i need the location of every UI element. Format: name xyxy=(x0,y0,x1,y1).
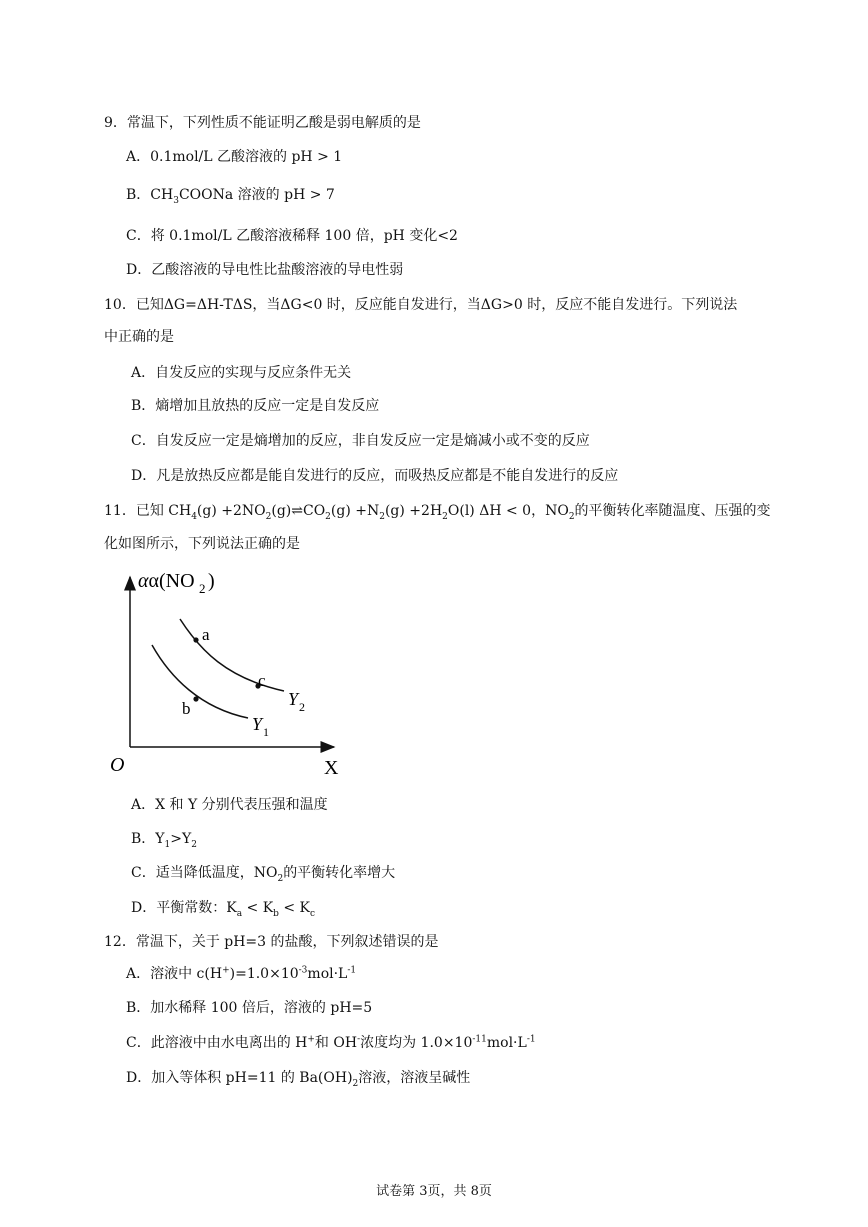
q11-option-d: D．平衡常数：$K_a < K_b < K_c$ xyxy=(131,900,316,919)
page-footer: 试卷第 3页，共 8页 xyxy=(376,1184,492,1199)
q12-option-b: B．加水稀释 100 倍后，溶液的 pH=5 xyxy=(126,1000,373,1016)
curve-y2-sub: 2 xyxy=(299,700,305,714)
curve-y2 xyxy=(180,619,284,691)
q10-option-a: A．自发反应的实现与反应条件无关 xyxy=(131,365,352,381)
q11-option-b: B．$Y_1>Y_2$ xyxy=(131,831,197,850)
point-c-label: c xyxy=(258,671,266,690)
q11-stem-line1: 11．已知 $CH_4(g)$ $+2NO_2(g)\rightleftharpoons CO_2(g) +N_2(g) +2H_2O(l) \Delta H < 0$，$NO_2$的平衡转化率随温度、压强的变 xyxy=(104,503,771,522)
origin-label: O xyxy=(110,754,125,776)
q11-option-a: A．X 和 Y 分别代表压强和温度 xyxy=(131,797,328,813)
y-axis-close: ) xyxy=(208,570,215,592)
curve-y1-label: Y xyxy=(252,714,263,734)
q11-stem-line2: 化如图所示，下列说法正确的是 xyxy=(104,536,300,552)
q10-option-b: B．熵增加且放热的反应一定是自发反应 xyxy=(131,398,380,414)
point-a-label: a xyxy=(202,625,210,644)
q12-option-d: D．加入等体积 pH=11 的 $Ba(OH)_2$溶液，溶液呈碱性 xyxy=(126,1070,471,1089)
q9-option-a: A．0.1mol/L 乙酸溶液的 pH > 1 xyxy=(126,149,343,165)
q9-option-b: B．$CH_3COONa$ 溶液的 pH > 7 xyxy=(126,187,335,206)
point-b-dot xyxy=(193,696,198,701)
curve-y2-label: Y xyxy=(288,689,299,709)
q11-graph xyxy=(108,565,358,785)
q9-stem: 9．常温下，下列性质不能证明乙酸是弱电解质的是 xyxy=(104,115,421,131)
q9-option-c: C．将 0.1mol/L 乙酸溶液稀释 100 倍，pH 变化<2 xyxy=(126,228,458,244)
q9-option-d: D．乙酸溶液的导电性比盐酸溶液的导电性弱 xyxy=(126,262,404,278)
q12-option-a: A．溶液中 $c(H^+)=1.0\times 10^{-3}mol\cdot L^{-1}$ xyxy=(126,965,357,982)
q12-option-c: C．此溶液中由水电离出的 H+和 OH-浓度均为 $1.0\times 10^{-11}mol\cdot L^{-1}$ xyxy=(126,1034,536,1051)
q10-option-c: C．自发反应一定是熵增加的反应，非自发反应一定是熵减小或不变的反应 xyxy=(131,433,590,449)
q12-stem: 12．常温下，关于 pH=3 的盐酸，下列叙述错误的是 xyxy=(104,934,439,950)
curve-y1-sub: 1 xyxy=(263,725,269,739)
y-axis-sub: 2 xyxy=(199,581,206,596)
q10-stem-line2: 中正确的是 xyxy=(104,329,174,345)
point-a-dot xyxy=(193,637,198,642)
x-axis-label: X xyxy=(324,757,339,779)
point-b-label: b xyxy=(182,699,191,718)
q11-option-c: C．适当降低温度，$NO_2$的平衡转化率增大 xyxy=(131,865,396,884)
q10-stem-line1: 10．已知ΔG=ΔH-TΔS，当ΔG<0 时，反应能自发进行，当ΔG>0 时，反应不能自发进行。下列说法 xyxy=(104,297,738,313)
y-axis-label: αα(NO xyxy=(138,570,195,592)
q10-option-d: D．凡是放热反应都是能自发进行的反应，而吸热反应都是不能自发进行的反应 xyxy=(131,468,619,484)
curve-y1 xyxy=(152,645,248,718)
